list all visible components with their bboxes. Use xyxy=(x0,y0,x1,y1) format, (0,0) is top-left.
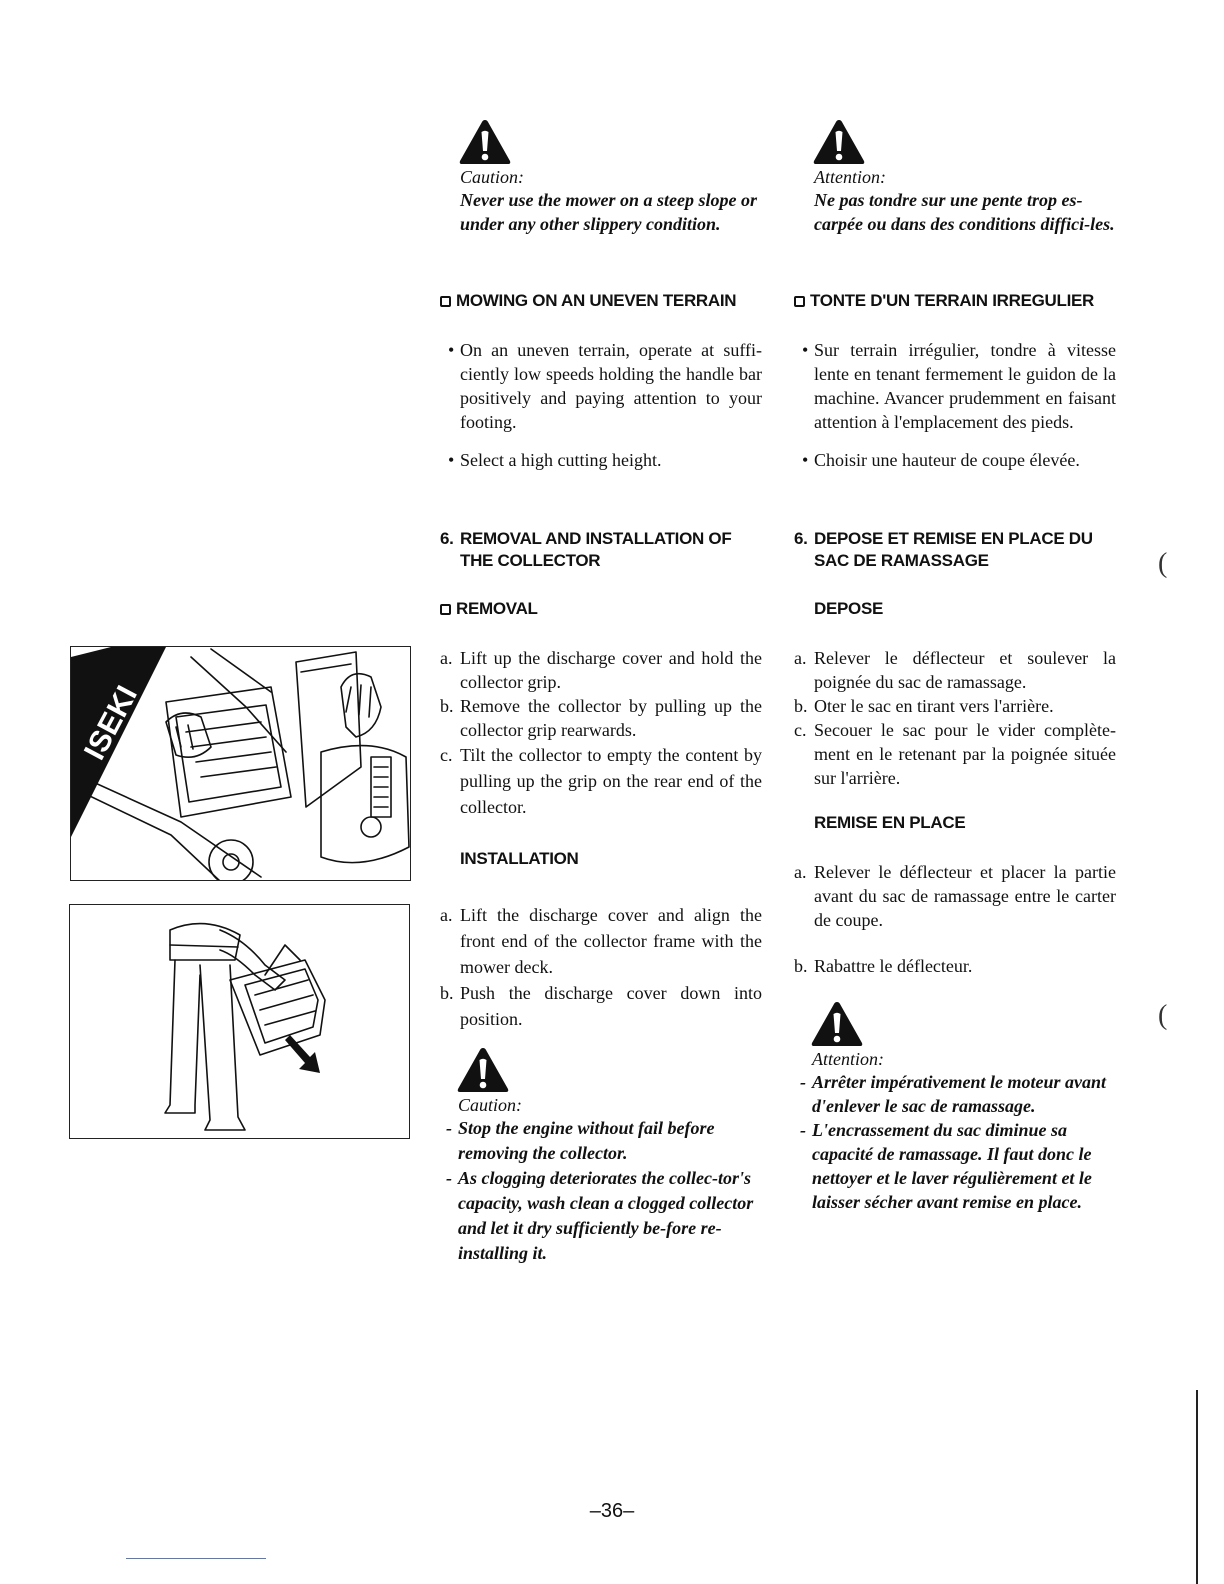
warning-icon xyxy=(458,118,512,166)
warning-icon xyxy=(810,1000,864,1048)
uneven-terrain-fr xyxy=(794,290,1116,472)
step-marker: a. xyxy=(440,905,453,925)
section-title-text: DEPOSE ET REMISE EN PLACE DU SAC DE RAMASSAGE xyxy=(814,529,1093,570)
caution-item-text: L'encrassement du sac diminue sa capacité de ramassage. Il faut donc le nettoyer et le laver régulièrement et le laisser sécher avant remise en place. xyxy=(812,1120,1092,1212)
section-heading xyxy=(794,290,1116,312)
step-item xyxy=(440,694,762,742)
section-number: 6. xyxy=(440,529,454,548)
emptying-collector-illustration xyxy=(70,905,410,1139)
step-marker: b. xyxy=(794,956,808,976)
footer-rule xyxy=(126,1558,266,1559)
section-heading xyxy=(440,290,762,312)
step-text: Lift up the discharge cover and hold the collector grip. xyxy=(460,648,762,692)
step-item xyxy=(794,954,1116,978)
caution-top-fr xyxy=(794,118,1116,236)
caution-bottom-en xyxy=(440,1046,762,1266)
step-text: Push the discharge cover down into position. xyxy=(460,983,762,1029)
logo-text: ISEKI xyxy=(78,680,144,766)
step-marker: b. xyxy=(794,696,808,716)
caution-title: Caution: xyxy=(458,1095,523,1115)
caution-title: Attention: xyxy=(814,167,886,187)
bullet-item: • Choisir une hauteur de coupe élevée. xyxy=(794,448,1116,472)
checkbox-square-icon xyxy=(794,296,805,307)
heading-text: MOWING ON AN UNEVEN TERRAIN xyxy=(456,291,737,310)
step-marker: c. xyxy=(794,720,807,740)
step-marker: c. xyxy=(440,745,453,765)
caution-item xyxy=(794,1118,1116,1214)
dash-marker: - xyxy=(446,1168,452,1188)
heading-text: REMOVAL xyxy=(456,599,538,618)
section-6-fr xyxy=(794,528,1116,572)
bullet-item: • Sur terrain irrégulier, tondre à vitesse lente en tenant fermement le guidon de la machine. Avancer prudemment en faisant attention à l'emplacement des pieds. xyxy=(794,338,1116,434)
caution-text: Ne pas tondre sur une pente trop es-carpée ou dans des conditions diffici-les. xyxy=(814,190,1115,234)
step-marker: a. xyxy=(794,862,807,882)
uneven-terrain-en xyxy=(440,290,762,472)
section-title xyxy=(440,528,762,572)
step-marker: a. xyxy=(794,648,807,668)
removal-fr xyxy=(794,598,1116,790)
subsection-heading: DEPOSE xyxy=(814,599,884,618)
caution-item-text: Stop the engine without fail before removing the collector. xyxy=(458,1118,715,1163)
margin-mark: ( xyxy=(1158,1000,1168,1031)
caution-title: Caution: xyxy=(460,167,525,187)
subsection-heading: REMISE EN PLACE xyxy=(814,813,966,832)
caution-title: Attention: xyxy=(812,1049,884,1069)
warning-icon xyxy=(456,1046,510,1094)
installation-fr xyxy=(794,812,1116,978)
checkbox-square-icon xyxy=(440,604,451,615)
dash-marker: - xyxy=(446,1118,452,1138)
step-marker: b. xyxy=(440,696,454,716)
collector-removal-illustration xyxy=(71,647,411,881)
bullet-item: • On an uneven terrain, operate at suffi-ciently low speeds holding the handle bar positively and paying attention to your footing. xyxy=(440,338,762,434)
section-6-en xyxy=(440,528,762,572)
caution-item xyxy=(794,1070,1116,1118)
figure-emptying-collector xyxy=(69,904,410,1139)
step-text: Secouer le sac pour le vider complète-ment en le retenant par la poignée située sur l'arrière. xyxy=(814,720,1116,788)
step-text: Tilt the collector to empty the content by pulling up the grip on the rear end of the collector. xyxy=(460,745,762,817)
subsection-heading: INSTALLATION xyxy=(460,849,579,868)
step-item xyxy=(440,980,762,1032)
caution-bottom-fr xyxy=(794,1000,1116,1214)
section-title xyxy=(794,528,1116,572)
step-item xyxy=(440,742,762,820)
step-item xyxy=(440,902,762,980)
page-number: –36– xyxy=(589,1500,635,1522)
heading-text: TONTE D'UN TERRAIN IRREGULIER xyxy=(810,291,1095,310)
caution-item xyxy=(440,1116,762,1166)
caution-top-en xyxy=(440,118,762,236)
dash-marker: - xyxy=(800,1072,806,1092)
step-text: Rabattre le déflecteur. xyxy=(814,956,973,976)
step-text: Oter le sac en tirant vers l'arrière. xyxy=(814,696,1054,716)
step-marker: a. xyxy=(440,648,453,668)
bullet-item: • Select a high cutting height. xyxy=(440,448,762,472)
caution-item-text: As clogging deteriorates the collec-tor's capacity, wash clean a clogged collector and let it dry sufficiently be-fore re-installing it. xyxy=(458,1168,754,1263)
step-text: Remove the collector by pulling up the collector grip rearwards. xyxy=(460,696,762,740)
step-marker: b. xyxy=(440,983,454,1003)
checkbox-square-icon xyxy=(440,296,451,307)
installation-en xyxy=(440,848,762,1032)
removal-en xyxy=(440,598,762,820)
warning-icon xyxy=(812,118,866,166)
caution-item xyxy=(440,1166,762,1266)
step-item xyxy=(794,646,1116,694)
section-number: 6. xyxy=(794,529,808,548)
subsection-heading xyxy=(440,598,762,620)
step-item xyxy=(794,860,1116,932)
caution-item-text: Arrêter impérativement le moteur avant d'enlever le sac de ramassage. xyxy=(812,1072,1106,1116)
step-text: Relever le déflecteur et placer la partie avant du sac de ramassage entre le carter de coupe. xyxy=(814,862,1116,930)
step-text: Lift the discharge cover and align the front end of the collector frame with the mower deck. xyxy=(460,905,762,977)
step-text: Relever le déflecteur et soulever la poignée du sac de ramassage. xyxy=(814,648,1116,692)
figure-collector-removal xyxy=(70,646,411,881)
step-item xyxy=(440,646,762,694)
step-item xyxy=(794,694,1116,718)
section-title-text: REMOVAL AND INSTALLATION OF THE COLLECTOR xyxy=(460,529,732,570)
caution-text: Never use the mower on a steep slope or under any other slippery condition. xyxy=(460,190,757,234)
dash-marker: - xyxy=(800,1120,806,1140)
margin-mark: ( xyxy=(1158,548,1168,579)
step-item xyxy=(794,718,1116,790)
scan-edge-line xyxy=(1196,1390,1198,1584)
